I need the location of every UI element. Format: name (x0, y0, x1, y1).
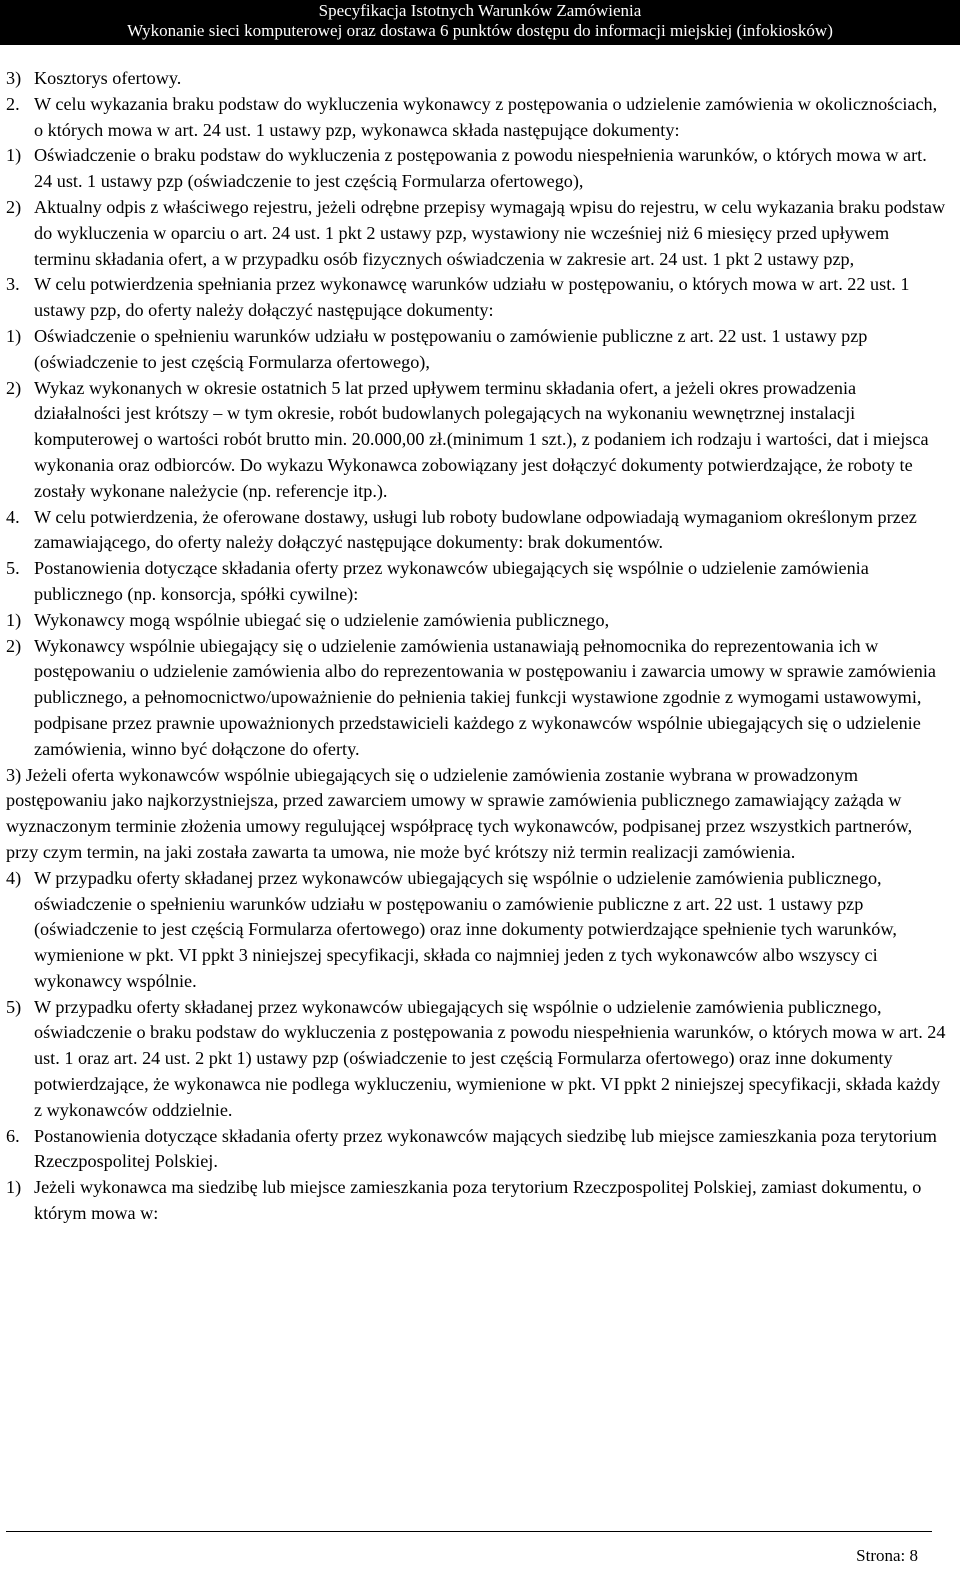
paragraph-text: Wykonawcy wspólnie ubiegający się o udzielenie zamówienia ustanawiają pełnomocnika do reprezentowania ich w postępowaniu o udzielenie zamówienia albo do reprezentowania w postępowaniu i zawarcia umowy w sprawie zamówienia publicznego, a pełnomocnictwo/upoważnienie do pełnienia takiej funkcji wystawione zgodnie z wymogami ustawowymi, podpisane przez prawnie upoważnionych przedstawicieli każdego z wykonawców wspólnie ubiegających się o udzielenie zamówienia, winno być dołączone do oferty. (34, 635, 936, 759)
paragraph-text: Jeżeli wykonawca ma siedzibę lub miejsce zamieszkania poza terytorium Rzeczpospolitej Polskiej, zamiast dokumentu, o którym mowa w: (34, 1177, 922, 1224)
paragraph (6, 608, 946, 634)
paragraph (6, 556, 946, 608)
header-subtitle: Wykonanie sieci komputerowej oraz dostawa 6 punktów dostępu do informacji miejskiej (infokiosków) (127, 21, 833, 40)
paragraph (6, 1175, 946, 1227)
paragraph-text: W celu potwierdzenia, że oferowane dostawy, usługi lub roboty budowlane odpowiadają wymaganiom określonym przez zamawiającego, do oferty należy dołączyć następujące dokumenty: brak dokumentów. (34, 506, 917, 553)
paragraph (6, 505, 946, 557)
paragraph-text: Postanowienia dotyczące składania oferty przez wykonawców mających siedzibę lub miejsce zamieszkania poza terytorium Rzeczpospolitej Polskiej. (34, 1125, 937, 1172)
paragraph-number: 3. (6, 274, 20, 295)
paragraph-text: W celu wykazania braku podstaw do wykluczenia wykonawcy z postępowania o udzielenie zamówienia w okolicznościach, o których mowa w art. 24 ust. 1 ustawy pzp, wykonawca składa następujące dokumenty: (34, 93, 938, 140)
paragraph-text: Wykaz wykonanych w okresie ostatnich 5 lat przed upływem terminu składania ofert, a jeżeli okres prowadzenia działalności jest krótszy – w tym okresie, robót budowlanych polegających na wykonaniu wewnętrznej instalacji komputerowej o wartości robót brutto min. 20.000,00 zł.(minimum 1 szt.), z podaniem ich rodzaju i wartości, dat i miejsca wykonania oraz odbiorców. Do wykazu Wykonawca zobowiązany jest dołączyć dokumenty potwierdzające, że roboty te zostały wykonane należycie (np. referencje itp.). (34, 377, 929, 501)
paragraph (6, 66, 946, 92)
paragraph-text: Aktualny odpis z właściwego rejestru, jeżeli odrębne przepisy wymagają wpisu do rejestru, w celu wykazania braku podstaw do wykluczenia w oparciu o art. 24 ust. 1 pkt 2 ustawy pzp, wystawiony nie wcześniej niż 6 miesięcy przed upływem terminu składania ofert, a w przypadku osób fizycznych oświadczenia w zakresie art. 24 ust. 1 pkt 2 ustawy pzp, (34, 196, 946, 269)
paragraph-text: Oświadczenie o spełnieniu warunków udziału w postępowaniu o zamówienie publiczne z art. 22 ust. 1 ustawy pzp (oświadczenie to jest częścią Formularza ofertowego), (34, 325, 868, 372)
paragraph-text: 3) Jeżeli oferta wykonawców wspólnie ubiegających się o udzielenie zamówienia zostanie wybrana w prowadzonym postępowaniu jako najkorzystniejsza, przed zawarciem umowy w sprawie zamówienia publicznego zamawiający zażąda w wyznaczonym terminie złożenia umowy regulującej współpracę tych wykonawców, podpisanej przez wszystkich partnerów, przy czym termin, na jaki została zawarta ta umowa, nie może być krótszy niż termin realizacji zamówienia. (6, 764, 913, 862)
paragraph-number: 1) (6, 609, 22, 630)
header-title: Specyfikacja Istotnych Warunków Zamówienia (318, 1, 642, 20)
document-body (6, 66, 946, 1227)
paragraph-number: 4) (6, 867, 22, 888)
paragraph-number: 3) (6, 68, 22, 88)
paragraph-number: 6. (6, 1125, 20, 1146)
paragraph (6, 634, 946, 763)
paragraph (6, 866, 946, 995)
paragraph-number: 1) (6, 325, 22, 346)
paragraph (6, 195, 946, 272)
paragraph-number: 2) (6, 635, 22, 656)
paragraph-text: Postanowienia dotyczące składania oferty przez wykonawców ubiegających się wspólnie o udzielenie zamówienia publicznego (np. konsorcja, spółki cywilne): (34, 558, 869, 604)
paragraph-text: Kosztorys ofertowy. (34, 68, 182, 88)
paragraph-text: Oświadczenie o braku podstaw do wykluczenia z postępowania z powodu niespełnienia warunków, o których mowa w art. 24 ust. 1 ustawy pzp (oświadczenie to jest częścią Formularza ofertowego), (34, 145, 927, 192)
paragraph (6, 92, 946, 144)
footer-divider (6, 1531, 932, 1532)
paragraph-text: W przypadku oferty składanej przez wykonawców ubiegających się wspólnie o udzielenie zamówienia publicznego, oświadczenie o spełnieniu warunków udziału w postępowaniu o zamówienie publiczne z art. 22 ust. 1 ustawy pzp (oświadczenie to jest częścią Formularza ofertowego) oraz inne dokumenty potwierdzające spełnienie tych warunków, wymienione w pkt. VI ppkt 3 niniejszej specyfikacji, składa co najmniej jeden z tych wykonawców albo wszyscy ci wykonawcy wspólnie. (34, 867, 897, 991)
paragraph-number: 1) (6, 1177, 22, 1198)
paragraph-number: 2. (6, 93, 20, 114)
paragraph-number: 4. (6, 506, 20, 527)
page-header (0, 0, 960, 45)
paragraph (6, 272, 946, 324)
paragraph-text: W przypadku oferty składanej przez wykonawców ubiegających się wspólnie o udzielenie zamówienia publicznego, oświadczenie o braku podstaw do wykluczenia z postępowania z powodu niespełnienia warunków, o których mowa w art. 24 ust. 1 oraz art. 24 ust. 2 pkt 1) ustawy pzp (oświadczenie to jest częścią Formularza ofertowego) oraz inne dokumenty potwierdzające, że wykonawca nie podlega wykluczeniu, wymienione w pkt. VI ppkt 2 niniejszej specyfikacji, składa każdy z wykonawców oddzielnie. (34, 996, 946, 1120)
paragraph (6, 1124, 946, 1176)
paragraph-text: Wykonawcy mogą wspólnie ubiegać się o udzielenie zamówienia publicznego, (34, 609, 610, 630)
paragraph-text: W celu potwierdzenia spełniania przez wykonawcę warunków udziału w postępowaniu, o których mowa w art. 22 ust. 1 ustawy pzp, do oferty należy dołączyć następujące dokumenty: (34, 274, 910, 321)
paragraph (6, 763, 946, 866)
page-number: Strona: 8 (856, 1546, 918, 1565)
paragraph (6, 143, 946, 195)
paragraph-number: 1) (6, 145, 22, 166)
paragraph (6, 995, 946, 1124)
paragraph (6, 376, 946, 505)
paragraph-number: 5. (6, 558, 20, 579)
paragraph (6, 324, 946, 376)
paragraph-number: 2) (6, 196, 22, 217)
paragraph-number: 2) (6, 377, 22, 398)
paragraph-number: 5) (6, 996, 22, 1017)
